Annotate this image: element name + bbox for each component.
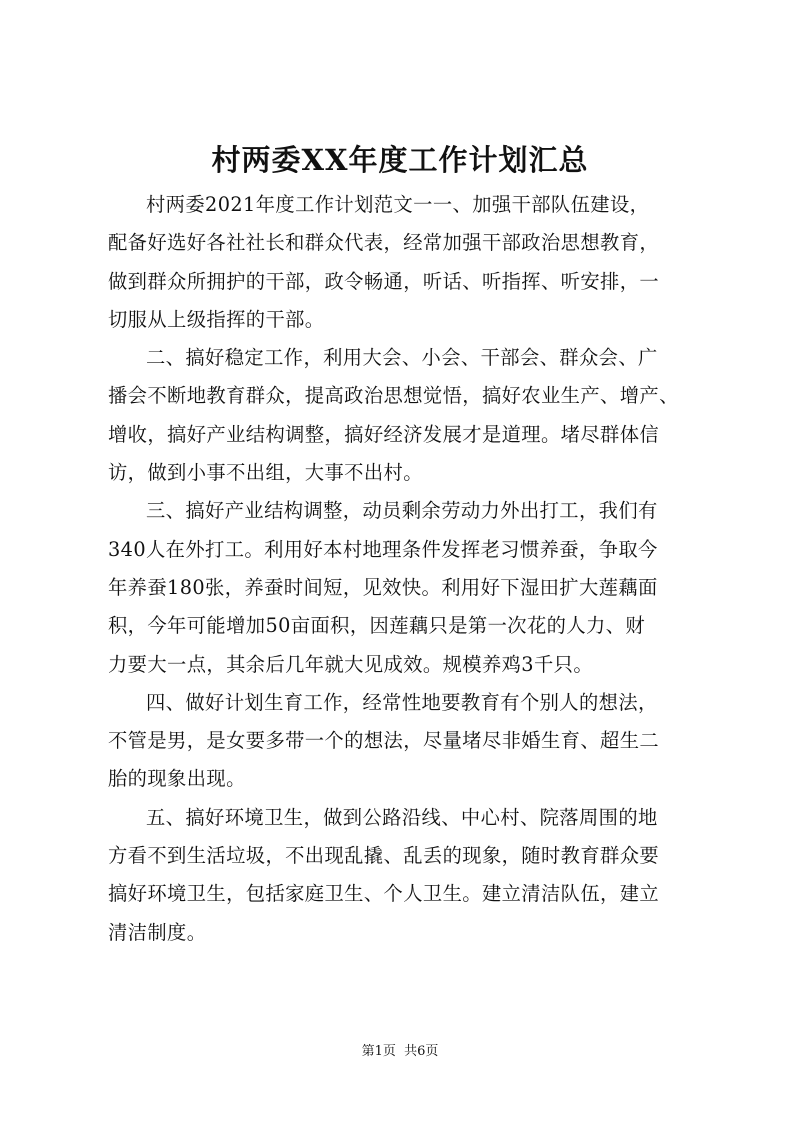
paragraph-line: 搞好环境卫生，包括家庭卫生、个人卫生。建立清洁队伍，建立 bbox=[108, 882, 660, 906]
paragraph-line: 340人在外打工。利用好本村地理条件发挥老习惯养蚕，争取今 bbox=[108, 537, 658, 561]
paragraph-5 bbox=[108, 799, 693, 952]
paragraph-line: 播会不断地教育群众，提高政治思想觉悟，搞好农业生产、增产、 bbox=[108, 384, 679, 408]
paragraph-4 bbox=[108, 684, 693, 799]
paragraph-line: 村两委2021年度工作计划范文一一、加强干部队伍建设， bbox=[146, 193, 650, 216]
paragraph-line: 方看不到生活垃圾，不出现乱撬、乱丢的现象，随时教育群众要 bbox=[108, 844, 660, 868]
paragraph-1 bbox=[108, 186, 693, 339]
paragraph-line: 胎的现象出现。 bbox=[108, 767, 246, 791]
document-body bbox=[108, 186, 693, 952]
paragraph-line: 年养蚕180张，养蚕时间短，见效快。利用好下湿田扩大莲藕面 bbox=[108, 575, 658, 599]
paragraph-line: 增收，搞好产业结构调整，搞好经济发展才是道理。堵尽群体信 bbox=[108, 422, 660, 446]
paragraph-line: 积，今年可能增加50亩面积，因莲藕只是第一次花的人力、财 bbox=[108, 614, 646, 638]
paragraph-line: 三、搞好产业结构调整，动员剩余劳动力外出打工，我们有 bbox=[146, 499, 658, 523]
paragraph-line: 访，做到小事不出组，大事不出村。 bbox=[108, 461, 423, 485]
paragraph-line: 四、做好计划生育工作，经常性地要教育有个别人的想法， bbox=[146, 690, 658, 714]
paragraph-2 bbox=[108, 339, 693, 492]
paragraph-line: 清洁制度。 bbox=[108, 920, 207, 944]
paragraph-line: 二、搞好稳定工作，利用大会、小会、干部会、群众会、广 bbox=[146, 346, 658, 370]
paragraph-line: 切服从上级指挥的干部。 bbox=[108, 307, 325, 331]
paragraph-3 bbox=[108, 492, 693, 683]
paragraph-line: 配备好选好各社社长和群众代表，经常加强干部政治思想教育， bbox=[108, 231, 660, 255]
page-number: 第1页 共6页 bbox=[361, 1044, 439, 1059]
paragraph-line: 力要大一点，其余后几年就大见成效。规模养鸡3千只。 bbox=[108, 652, 594, 676]
paragraph-line: 不管是男，是女要多带一个的想法，尽量堵尽非婚生育、超生二 bbox=[108, 729, 660, 753]
paragraph-line: 做到群众所拥护的干部，政令畅通，听话、听指挥、听安排，一 bbox=[108, 269, 660, 293]
paragraph-line: 五、搞好环境卫生，做到公路沿线、中心村、院落周围的地 bbox=[146, 805, 658, 829]
document-title: 村两委XX年度工作计划汇总 bbox=[211, 143, 589, 177]
